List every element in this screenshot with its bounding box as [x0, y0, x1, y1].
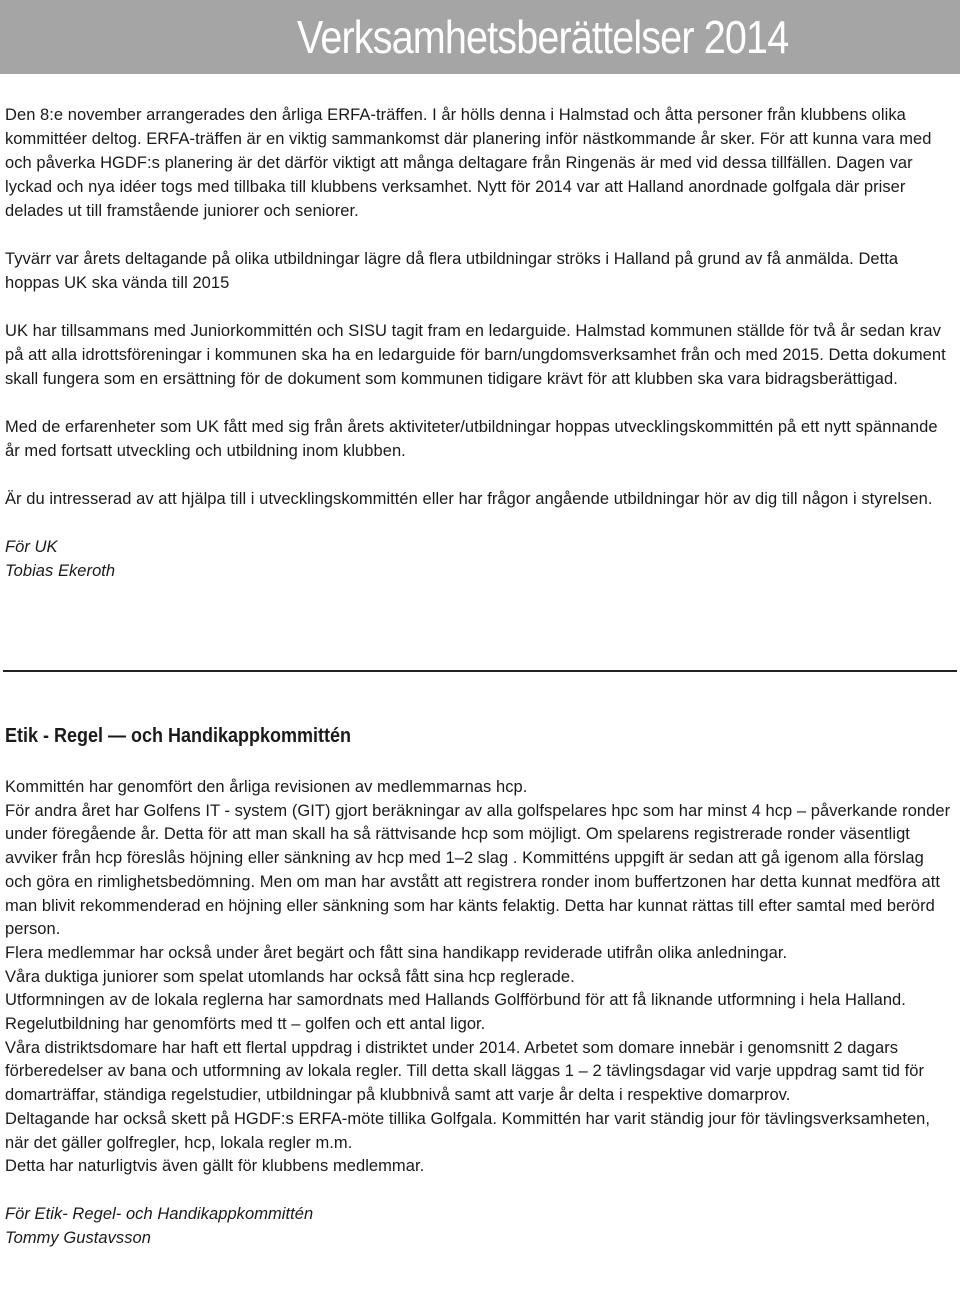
etik-signature-name: Tommy Gustavsson	[5, 1228, 151, 1247]
uk-section	[5, 103, 955, 583]
section-divider	[3, 670, 957, 672]
page-title: Verksamhetsberättelser 2014	[296, 11, 788, 63]
etik-line-referees: Våra distriktsdomare har haft ett flertal uppdrag i distriktet under 2014. Arbetet som domare innebär i genomsnitt 2 dagars förberedelser av bana och utformning av lokala regler. Till detta skall läggas 1 – 2 tävlingsdagar vid varje uppdrag samt tid för domarträffar, ständiga regelstudier, utbildningar på klubbnivå samt att varje år delta i respektive domarprov.	[5, 1038, 925, 1105]
uk-paragraph-erfa: Den 8:e november arrangerades den årliga ERFA-träffen. I år hölls denna i Halmstad och åtta personer från klubbens olika kommittéer deltog. ERFA-träffen är en viktig sammankomst där planering inför nästkommande år sker. För att kunna vara med och påverka HGDF:s planering är det därför viktigt att många deltagare från Ringenäs är med vid dessa tillfällen. Dagen var lyckad och nya idéer togs med tillbaka till klubbens verksamhet. Nytt för 2014 var att Halland anordnade golfgala där priser delades ut till framstående juniorer och seniorer.	[5, 106, 932, 220]
etik-line-revised-hcp: Flera medlemmar har också under året begärt och fått sina handikapp reviderade utifrån olika anledningar.	[5, 943, 788, 962]
etik-line-revision: Kommittén har genomfört den årliga revisionen av medlemmarnas hcp.	[5, 778, 528, 796]
uk-paragraph-contact: Är du intresserad av att hjälpa till i utvecklingskommittén eller har frågor angående utbildningar hör av dig till någon i styrelsen.	[5, 490, 933, 508]
uk-paragraph-experience: Med de erfarenheter som UK fått med sig från årets aktiviteter/utbildningar hoppas utvecklingskommittén på ett nytt spännande år med fortsatt utveckling och utbildning inom klubben.	[5, 418, 938, 460]
etik-line-juniors: Våra duktiga juniorer som spelat utomlands har också fått sina hcp reglerade.	[5, 967, 575, 986]
uk-signature-name: Tobias Ekeroth	[5, 562, 116, 580]
etik-line-erfa-meeting: Deltagande har också skett på HGDF:s ERFA-möte tillika Golfgala. Kommittén har varit ständig jour för tävlingsverksamheten, när det gäller golfregler, hcp, lokala regler m.m.	[5, 1109, 931, 1152]
etik-line-local-rules: Utformningen av de lokala reglerna har samordnats med Hallands Golfförbund för att få liknande utformning i hela Halland.	[5, 991, 906, 1010]
page-header-banner	[0, 0, 960, 74]
uk-signature-committee: För UK	[5, 538, 58, 556]
etik-section-heading: Etik - Regel — och Handikappkommittén	[5, 725, 352, 747]
etik-line-members: Detta har naturligtvis även gällt för klubbens medlemmar.	[5, 1157, 425, 1176]
uk-paragraph-education: Tyvärr var årets deltagande på olika utbildningar lägre då flera utbildningar ströks i Halland på grund av få anmälda. Detta hoppas UK ska vända till 2015	[5, 250, 899, 292]
etik-line-rules-training: Regelutbildning har genomförts med tt – golfen och ett antal ligor.	[5, 1015, 486, 1034]
etik-line-git-system: För andra året har Golfens IT - system (GIT) gjort beräkningar av alla golfspelares hpc som har minst 4 hcp – påverkande ronder under föregående år. Detta för att man skall ha så rättvisande hcp som möjligt. Om spelarens registrerade ronder väsentligt avviker från hcp föreslås höjning eller sänkning av hcp med 1–2 slag . Kommitténs uppgift är sedan att gå igenom alla förslag och göra en rimlighetsbedömning. Men om man har avstått att registrera ronder inom buffertzonen har detta kunnat medföra att man blivit rekommenderad en höjning eller sänkning som har känts felaktig. Detta har kunnat rättas till efter samtal med berörd person.	[5, 801, 951, 939]
etik-signature-committee: För Etik- Regel- och Handikappkommittén	[5, 1204, 314, 1223]
etik-section	[5, 722, 955, 1250]
uk-paragraph-leader-guide: UK har tillsammans med Juniorkommittén och SISU tagit fram en ledarguide. Halmstad kommunen ställde för två år sedan krav på att alla idrottsföreningar i kommunen ska ha en ledarguide för barn/ungdomsverksamhet från och med 2015. Detta dokument skall fungera som en ersättning för de dokument som kommunen tidigare krävt för att klubben ska vara bidragsberättigad.	[5, 322, 946, 388]
